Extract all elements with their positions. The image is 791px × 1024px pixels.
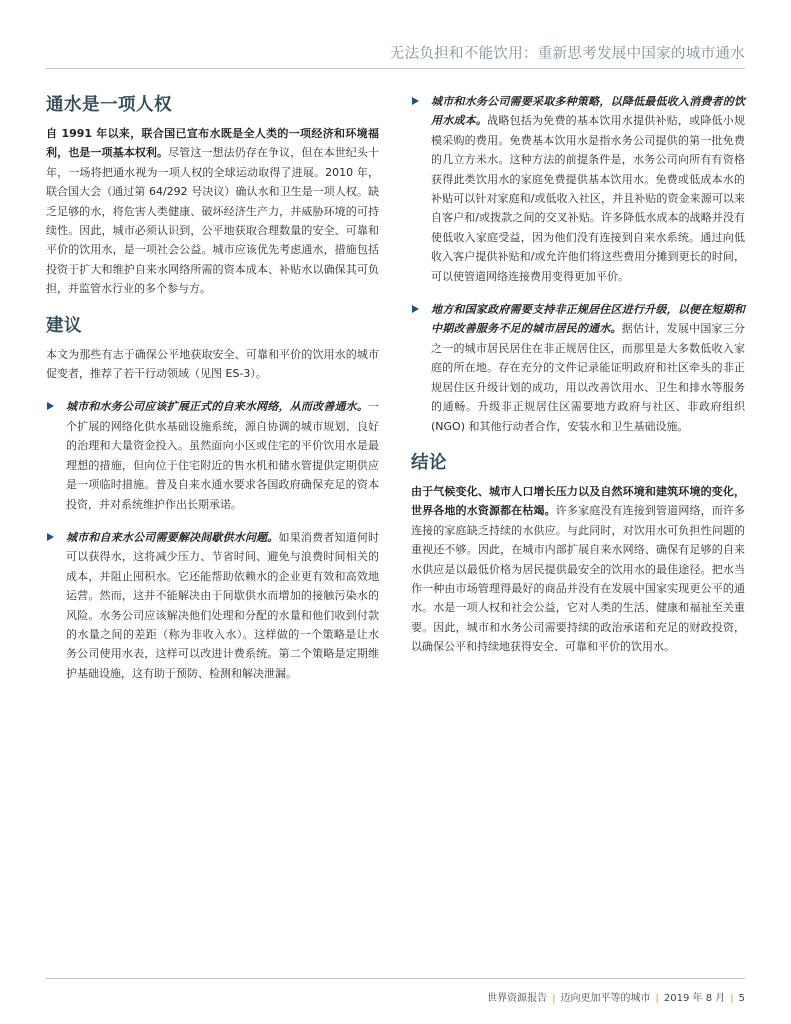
recommendation-item: [46, 397, 379, 513]
recommendation-item: [411, 92, 745, 286]
conclusion-lead: 由于气候变化、城市人口增长压力以及自然环境和建筑环境的变化，世界各地的水资源都在枯竭。: [411, 484, 745, 518]
human-right-body: 尽管这一想法仍存在争议，但在本世纪头十年，一场将把通水视为一项人权的全球运动取得了进展。2010 年，联合国大会（通过第 64/292 号决议）确认水和卫生是一项人权。缺乏足够的水，将危害人类健康、破坏经济生产力，并威胁环境的可持续性。因此，城市必须认识到，公平地获取合理数量的安全、可靠和平价的饮用水，是一项社会公益。城市应该优先考虑通水，措施包括投资于扩大和维护自来水网络所需的资本成本、补贴水以确保其可负担，并监管水行业的多个参与方。: [46, 146, 380, 296]
recommendation-body: 战略包括为免费的基本饮用水提供补贴，或降低小规模采购的费用。免费基本饮用水是指水务公司提供的第一批免费的几立方米水。这种方法的前提条件是，水务公司向所有有资格获得此类饮用水的家庭免费提供基本饮用水。免费或低成本水的补贴可以针对家庭和/或低收入社区，并且补贴的资金来源可以来自客户和/或拨款之间的交叉补贴。许多降低水成本的战略并没有使低收入家庭受益，因为他们没有连接到自来水系统。通过向低收入客户提供补贴和/或允许他们将这些费用分摊到更长的时间，可以使管道网络连接费用变得更加平价。: [431, 114, 746, 283]
footer-divider: [46, 978, 745, 979]
recommendation-lead: 地方和国家政府需要支持非正规居住区进行升级，以便在短期和中期改善服务不足的城市居民的通水。: [431, 303, 745, 336]
recommendations-intro: 本文为那些有志于确保公平地获取安全、可靠和平价的饮用水的城市促变者，推荐了若干行动领域（见图 ES-3）。: [46, 347, 379, 381]
header-divider: [46, 68, 745, 69]
left-column: [46, 92, 379, 697]
page-number: 5: [738, 993, 745, 1004]
section-heading-human-right: 通水是一项人权: [46, 95, 172, 115]
bullet-triangle-icon: [412, 97, 419, 105]
recommendation-item: [46, 528, 379, 683]
recommendation-body: 如果消费者知道何时可以获得水，这将减少压力、节省时间、避免与浪费时间相关的成本，并阻止囤积水。它还能帮助依赖水的企业更有效和高效地运营。然而，这并不能解决由于间歇供水而增加的接触污染水的风险。水务公司应该解决他们处理和分配的水量和他们收到付款的水量之间的差距（称为非收入水）。这样做的一个策略是让水务公司使用水表，这样可以改进计费系统。第二个策略是定期维护基础设施，这有助于预防、检测和解决泄漏。: [66, 530, 380, 680]
recommendation-body: 据估计，发展中国家三分之一的城市居民居住在非正规居住区，而那里是大多数低收入家庭的所在地。存在充分的文件记录能证明政府和社区牵头的非正规居住区升级计划的成功，用以改善饮用水、卫生和排水等服务的通畅。升级非正规居住区需要地方政府与社区、非政府组织 (NGO) 和其他行动者合作，安装水和卫生基础设施。: [431, 322, 746, 433]
running-header-title: 无法负担和不能饮用：重新思考发展中国家的城市通水: [389, 46, 745, 62]
footer-separator: |: [655, 993, 659, 1004]
human-right-lead: 自 1991 年以来，联合国已宣布水既是全人类的一项经济和环境福利，也是一项基本权利。: [46, 127, 379, 160]
section-heading-recommendations: 建议: [46, 315, 82, 336]
bullet-triangle-icon: [47, 402, 54, 410]
human-right-paragraph: [46, 124, 379, 299]
footer-date: 2019 年 8 月: [663, 993, 726, 1004]
recommendation-lead: 城市和水务公司应该扩展正式的自来水网络，从而改善通水。: [66, 400, 368, 414]
recommendation-item: [411, 300, 745, 436]
conclusion-body: 许多家庭没有连接到管道网络，而许多连接的家庭缺乏持续的水供应。与此同时，对饮用水可负担性问题的重视还不够。因此，在城市内部扩展自来水网络、确保有足够的自来水供应是以最低价格为居民提供最安全的饮用水的最佳途径。把水当作一种由市场管理得最好的商品并没有在发展中国家实现更公平的通水。水是一项人权和社会公益，它对人类的生活、健康和福祉至关重要。因此，城市和水务公司需要持续的政治承诺和充足的财政投资，以确保公平和持续地获得安全、可靠和平价的饮用水。: [411, 504, 746, 654]
footer-report-name: 世界资源报告: [487, 993, 548, 1004]
recommendation-lead: 城市和自来水公司需要解决间歇供水问题。: [66, 530, 279, 544]
page-footer: [487, 989, 745, 1004]
bullet-triangle-icon: [412, 305, 419, 313]
conclusion-paragraph: [411, 482, 745, 657]
right-column: [411, 92, 745, 671]
recommendation-lead: 城市和水务公司需要采取多种策略，以降低最低收入消费者的饮用水成本。: [431, 95, 745, 128]
bullet-triangle-icon: [47, 533, 54, 541]
section-heading-conclusion: 结论: [411, 452, 447, 473]
recommendation-body: 一个扩展的网络化供水基础设施系统，源自协调的城市规划、良好的治理和大量资金投入。虽然面向小区或住宅的平价饮用水是最理想的措施，但向位于住宅附近的售水机和储水管提供定期供应是一项临时措施。普及自来水通水要求各国政府确保充足的资本投资，并对系统维护作出长期承诺。: [66, 400, 379, 511]
footer-separator: |: [730, 993, 734, 1004]
footer-separator: |: [552, 993, 556, 1004]
footer-report-title: 迈向更加平等的城市: [560, 993, 651, 1004]
